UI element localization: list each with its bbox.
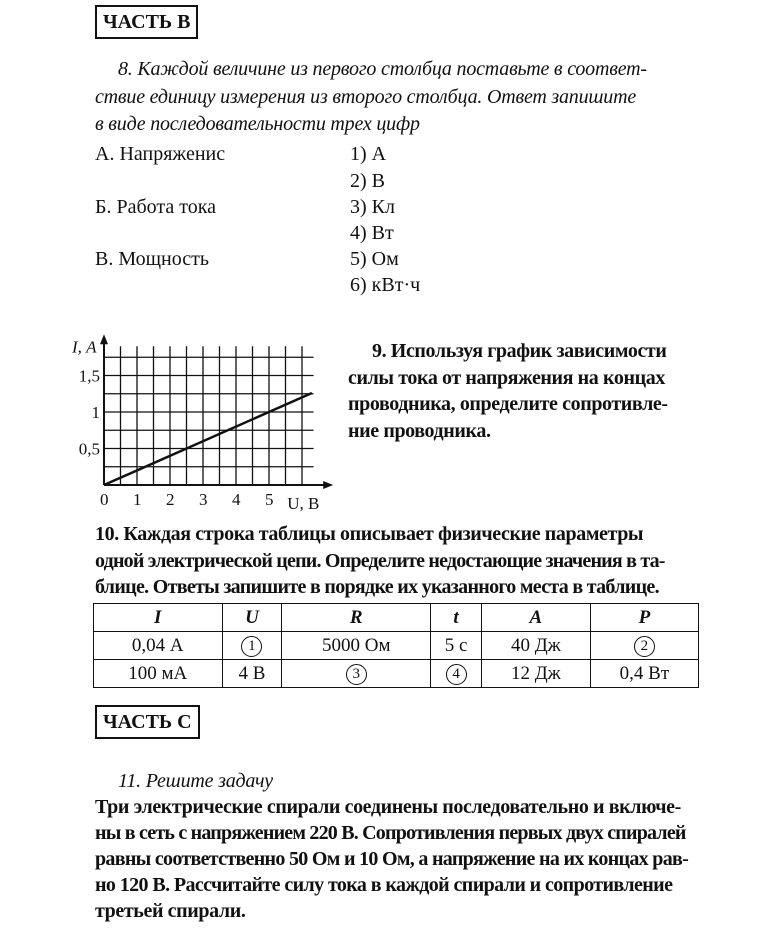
q9-line: 9. Используя график зависимости <box>372 340 667 362</box>
circuit-parameters-table <box>93 603 699 688</box>
y-axis-label: I, А <box>72 337 97 357</box>
q8-right-item: 6) кВт·ч <box>350 274 421 296</box>
q11-title: 11. Решите задачу <box>118 770 273 792</box>
table-cell: 40 Дж <box>481 632 590 660</box>
table-cell: 0,04 А <box>94 632 223 660</box>
x-tick-label: 4 <box>232 490 241 509</box>
header-cell: A <box>481 604 590 632</box>
table-cell: 100 мА <box>94 660 223 688</box>
x-axis-label: U, В <box>287 494 320 513</box>
q9-line: ние проводника. <box>348 420 491 442</box>
table-cell: 5 с <box>431 632 482 660</box>
x-tick-label: 0 <box>100 490 109 509</box>
q10-line: 10. Каждая строка таблицы описывает физические параметры <box>95 523 644 545</box>
q11-line: Три электрические спирали соединены последовательно и включе- <box>95 796 681 818</box>
x-tick-label: 1 <box>133 490 142 509</box>
q8-right-item: 5) Ом <box>350 248 399 270</box>
q10-line: одной электрической цепи. Определите недостающие значения в та- <box>95 550 665 572</box>
q11-line: ны в сеть с напряжением 220 В. Сопротивления первых двух спиралей <box>95 822 686 844</box>
table-row <box>94 632 699 660</box>
header-cell: t <box>431 604 482 632</box>
table-cell: 12 Дж <box>481 660 590 688</box>
table-header-row <box>94 604 699 632</box>
table-cell <box>431 660 482 688</box>
y-tick-label: 0,5 <box>78 439 100 459</box>
header-cell: U <box>222 604 282 632</box>
q8-left-item: В. Мощность <box>95 248 209 270</box>
y-tick-label: 1 <box>91 403 100 422</box>
q8-line: в виде последовательности трех цифр <box>95 113 420 135</box>
y-axis-arrow-icon <box>100 334 108 344</box>
part-c-heading: ЧАСТЬ С <box>95 705 200 739</box>
q10-line: блице. Ответы запишите в порядке их указанного места в таблице. <box>95 576 659 598</box>
blank-marker: 1 <box>241 636 262 657</box>
q8-right-item: 3) Кл <box>350 196 395 218</box>
blank-marker: 2 <box>634 636 655 657</box>
q8-line: ствие единицу измерения из второго столбца. Ответ запишите <box>95 86 637 108</box>
y-tick-label: 1,5 <box>78 366 100 386</box>
table-cell: 5000 Ом <box>282 632 431 660</box>
current-voltage-graph <box>60 330 340 515</box>
q9-line: силы тока от напряжения на концах <box>348 367 665 389</box>
header-cell: I <box>94 604 223 632</box>
q11-line: но 120 В. Рассчитайте силу тока в каждой спирали и сопротивление <box>95 874 673 896</box>
q8-right-item: 2) В <box>350 170 385 192</box>
data-line <box>104 393 312 485</box>
table-cell <box>282 660 431 688</box>
x-axis-arrow-icon <box>323 481 333 489</box>
q8-left-item: А. Напряженис <box>95 143 226 165</box>
x-tick-label: 2 <box>166 490 175 509</box>
blank-marker: 4 <box>446 664 467 685</box>
q8-right-item: 1) А <box>350 143 387 165</box>
header-cell: R <box>282 604 431 632</box>
q11-line: равны соответственно 50 Ом и 10 Ом, а напряжение на их концах рав- <box>95 848 689 870</box>
part-b-heading: ЧАСТЬ В <box>95 5 198 39</box>
q8-right-item: 4) Вт <box>350 222 394 244</box>
x-tick-label: 3 <box>199 490 208 509</box>
q11-line: третьей спирали. <box>95 900 246 922</box>
table-row <box>94 660 699 688</box>
q8-line: 8. Каждой величине из первого столбца поставьте в соответ- <box>118 58 647 80</box>
x-tick-label: 5 <box>265 490 274 509</box>
table-cell <box>222 632 282 660</box>
table-cell: 0,4 Вт <box>590 660 698 688</box>
q8-left-item: Б. Работа тока <box>95 196 217 218</box>
blank-marker: 3 <box>346 664 367 685</box>
table-cell: 4 В <box>222 660 282 688</box>
table-cell <box>590 632 698 660</box>
q9-line: проводника, определите сопротивле- <box>348 393 668 415</box>
header-cell: P <box>590 604 698 632</box>
